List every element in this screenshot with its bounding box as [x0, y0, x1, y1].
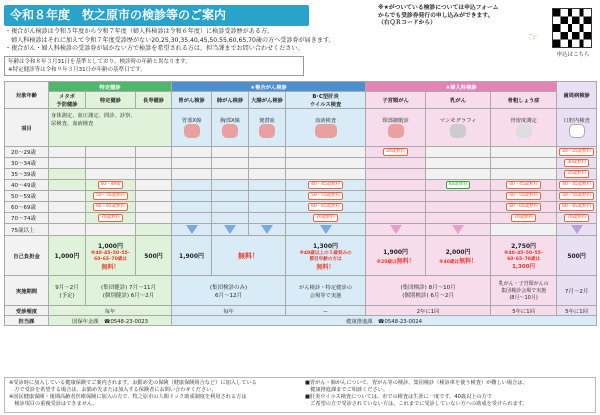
stomach-item — [172, 109, 212, 147]
period-tokutei: (集団健診) 7月〜11月 (個別健診) 6月〜2月 — [86, 276, 172, 306]
hepatitis-header: B･C型肝炎 ウイルス検査 — [286, 92, 366, 109]
free-badge: 20・25歳無料 — [559, 148, 594, 156]
cost-label: 自己負担金 — [5, 236, 49, 276]
stomach-item-text: 胃部X線 — [181, 117, 202, 124]
footer-left-2: 方で受診を希望する場合は、お勤め先または加入する保険者にお問い合わせください。 — [9, 387, 217, 393]
tokutei-40 — [86, 180, 136, 191]
cost-dental: 500円 — [557, 236, 597, 276]
cost-cervical-price: 1,900円 — [383, 248, 409, 256]
free-badge: 30歳無料 — [564, 159, 589, 167]
footer-right-3: ■肝炎ウイルス検査については、市での検査は生涯に一度です。40歳以上の方で — [305, 394, 493, 400]
cost-bone-reduced: 1,300円 — [512, 264, 536, 270]
online-note-3: （右ＱＲコードから） — [378, 20, 436, 27]
freq-bone: 5年に1回 — [491, 306, 557, 316]
fukugo-group-header: ★複合がん検診 — [172, 82, 366, 92]
cost-metabo: 1,000円 — [49, 236, 86, 276]
down-arrow-icon — [452, 225, 464, 234]
stomach-header: 胃がん検診 — [172, 92, 212, 109]
cost-stomach: 1,900円 — [172, 236, 212, 276]
cost-cervical-note: ※20歳は — [376, 259, 397, 265]
bone-60 — [491, 202, 557, 213]
top-note-2: 婦人科検診はそれに加えて令和７年度受診歴がない20,25,30,35,40,45,50,55,60,65,70歳の方へ受診券が届きます。 — [5, 36, 335, 44]
age-row-40: 40〜49歳 — [5, 180, 49, 191]
bone-50 — [491, 191, 557, 202]
cervical-20 — [366, 147, 426, 158]
bone-70 — [491, 213, 557, 224]
cost-breast-free: 無料！ — [459, 257, 478, 265]
free-badge: 20歳無料 — [383, 148, 408, 156]
period-metabo: 9月〜2月 (予定) — [49, 276, 86, 306]
free-badge: 40・45歳無料 — [308, 181, 343, 189]
tokutei-items: 身体測定、血圧測定、問診、診察、 尿検査、血液検査 — [49, 109, 172, 147]
cervical-item — [366, 109, 426, 147]
cost-cervical-free: 無料！ — [396, 257, 415, 265]
freq-dental: 5年に1回 — [557, 306, 597, 316]
dental-50 — [557, 191, 597, 202]
screening-table — [4, 81, 597, 326]
contact-label: 担当課 — [5, 316, 49, 326]
footer-left-4: 検診項目の重複受診はできません。 — [9, 401, 98, 407]
freq-hep: ー — [286, 306, 366, 316]
free-badge: 40・45歳無料 — [506, 181, 541, 189]
colon-icon — [259, 124, 275, 138]
hepatitis-item-text: 血液検査 — [314, 117, 337, 124]
bone-icon — [516, 124, 532, 138]
down-arrow-icon — [320, 225, 332, 234]
age-row-60: 60〜69歳 — [5, 202, 49, 213]
qr-label: 申込はこちら — [556, 52, 590, 58]
cost-breast-note: ※40歳は — [439, 259, 460, 265]
cost-hep-free: 無料！ — [316, 263, 335, 271]
footer-left-3: ※国民健康保険・後期高齢者医療保険に加入の方で、牧之原市の人間ドック助成制度を利用される方は — [9, 394, 247, 400]
mammography-icon — [450, 124, 466, 138]
lung-header: 肺がん検診 — [212, 92, 249, 109]
breast-item-text: マンモグラフィ — [439, 117, 477, 124]
free-badge: 60・65歳無料 — [506, 203, 541, 211]
period-fukugo: (集団検診のみ) 6月〜12月 — [172, 276, 286, 306]
period-label: 実施期間 — [5, 276, 49, 306]
top-note-3: ・複合がん・婦人科検診の受診券が届かない方で検診を希望される方は、担当課までお問い合わせください。 — [5, 45, 304, 53]
item-label: 項目 — [5, 109, 49, 147]
age-row-20: 20〜29歳 — [5, 147, 49, 158]
dental-60 — [557, 202, 597, 213]
cervical-item-text: 頸部細胞診 — [382, 117, 409, 124]
dental-40 — [557, 180, 597, 191]
fujin-group-header: ★婦人科検診 — [366, 82, 557, 92]
tokutei-70 — [86, 213, 136, 224]
age-basis-note — [4, 56, 304, 76]
freq-fukugo: 毎年 — [172, 306, 286, 316]
age-row-75: 75歳以上 — [5, 224, 49, 236]
colon-item — [249, 109, 286, 147]
free-badge: 60・65歳無料 — [308, 203, 343, 211]
age-note-2: ※特定健診等は令和９年３月31日が年齢の基準日です。 — [8, 67, 146, 73]
dental-20 — [557, 147, 597, 158]
colon-header: 大腸がん検診 — [249, 92, 286, 109]
cost-breast — [426, 236, 491, 276]
hep-50 — [286, 191, 366, 202]
tokutei-header: 特定健診 — [86, 92, 136, 109]
down-arrow-icon — [571, 225, 583, 234]
down-arrow-icon — [186, 225, 198, 234]
breast-header: 乳がん — [426, 92, 491, 109]
cost-hep — [286, 236, 366, 276]
cost-tokutei-price: 1,000円 — [98, 242, 123, 250]
cost-fukugo-free: 無料！ — [212, 236, 286, 276]
qr-code[interactable] — [552, 8, 592, 48]
page-title: 令和８年度 牧之原市の検診等のご案内 — [4, 5, 309, 26]
footer-left-1: ※受診時に加入している健康保険でご案内されます。お勤め先の保険（健康保険組合など）に加入している — [9, 380, 257, 386]
cost-bone-price: 2,750円 — [511, 243, 537, 250]
freq-fujin: 2年に1回 — [366, 306, 491, 316]
footer-right-2: 健康推進課までご相談ください。 — [305, 387, 389, 393]
breast-item — [426, 109, 491, 147]
cost-tokutei — [86, 236, 136, 276]
hep-60 — [286, 202, 366, 213]
cost-breast-price: 2,000円 — [445, 248, 471, 256]
dental-item — [557, 109, 597, 147]
contact-kenko: 健康推進課 ☎0548-23-0024 — [172, 316, 597, 326]
free-badge: 70歳無料 — [98, 214, 123, 222]
pointing-hand-icon: ☞ — [528, 30, 539, 44]
lung-item — [212, 109, 249, 147]
bone-item — [491, 109, 557, 147]
dental-70 — [557, 213, 597, 224]
cost-choju: 500円 — [136, 236, 172, 276]
down-arrow-icon — [261, 225, 273, 234]
age-row-70: 70〜74歳 — [5, 213, 49, 224]
bone-item-text: 骨密度測定 — [510, 117, 537, 124]
free-badge: 60・65歳無料 — [559, 203, 594, 211]
footer-right-1: ■胃がん・肺がんについて、胃がん等の検診、集団検診（検診車を使う検査）が難しい場合は、 — [305, 380, 528, 386]
top-note-1: ・複合がん検診は令和５年度から令和７年度（婦人科検診は令和６年度）に検診受診歴がある方、 — [5, 28, 274, 35]
bone-40 — [491, 180, 557, 191]
free-badge: 50・55歳無料 — [308, 192, 343, 200]
free-badge: 50・55歳無料 — [559, 192, 594, 200]
cost-bone-note: ※40･45･50･55･ 60･65･70歳は — [503, 251, 544, 262]
free-badge: 40・45歳無料 — [559, 181, 594, 189]
period-bone: 乳がん・子宮頸がんの 集団検診会場で実施 (8月〜10月) — [491, 276, 557, 306]
free-badge: 50・55歳無料 — [506, 192, 541, 200]
top-notes — [5, 28, 375, 54]
contact-kokuho: 国保年金課 ☎0548-23-0023 — [49, 316, 172, 326]
free-badge: 35歳無料 — [564, 170, 589, 178]
tokutei-50 — [86, 191, 136, 202]
hep-40 — [286, 180, 366, 191]
online-form-note — [378, 5, 542, 28]
cost-hep-note: ※40歳以上の５歳刻みの 節目年齢の方は — [299, 250, 352, 262]
age-row-50: 50〜59歳 — [5, 191, 49, 202]
period-fujin: (集団検診) 8月〜10月 (個別検診) 6月〜2月 — [366, 276, 491, 306]
freq-tokutei: 毎年 — [49, 306, 172, 316]
down-arrow-icon — [390, 225, 402, 234]
age-badge: 40～49歳 — [98, 181, 124, 189]
cervical-header: 子宮頸がん — [366, 92, 426, 109]
free-badge: 70歳無料 — [564, 214, 589, 222]
cost-tokutei-note: ※40･45･50･55･ 60･65･70歳は — [90, 250, 131, 262]
cost-cervical — [366, 236, 426, 276]
footer-right-4: ご希望の方で受診されていない方は、これまでに受診していない方への助成を受けられます。 — [305, 401, 528, 407]
freq-label: 受診頻度 — [5, 306, 49, 316]
dental-header: 歯周病検診 — [557, 82, 597, 109]
cost-tokutei-free: 無料！ — [101, 263, 120, 271]
age-row-30: 30〜34歳 — [5, 158, 49, 169]
choju-header: 長寿健診 — [136, 92, 172, 109]
dental-item-text: 口腔内検査 — [563, 117, 590, 124]
liver-icon — [315, 124, 337, 138]
colon-item-text: 便潜血 — [259, 117, 275, 124]
period-hep: がん検診・特定健診の 会場等で実施 — [286, 276, 366, 306]
tokutei-60 — [86, 202, 136, 213]
free-badge: 70歳無料 — [313, 214, 338, 222]
down-arrow-icon — [224, 225, 236, 234]
lung-item-text: 胸部X線 — [220, 117, 240, 124]
online-note-1: ※★がついている検診については申込フォーム — [378, 5, 499, 11]
free-badge: 70歳無料 — [511, 214, 536, 222]
footer-notes — [4, 377, 596, 413]
col-age-header: 対象年齢 — [5, 82, 49, 109]
hepatitis-item — [286, 109, 366, 147]
lung-icon — [222, 124, 238, 138]
breast-40 — [426, 180, 491, 191]
free-badge: 40歳無料 — [446, 181, 471, 189]
cost-hep-price: 1,300円 — [313, 242, 339, 250]
age-row-35: 35〜39歳 — [5, 169, 49, 180]
online-note-2: からでも受診券発行の申し込みができます。 — [378, 12, 494, 19]
hep-70 — [286, 213, 366, 224]
age-note-1: 年齢は令和８年３月31日を基準としており、検診時の年齢と異なります。 — [8, 59, 191, 65]
dental-30 — [557, 158, 597, 169]
dental-35 — [557, 169, 597, 180]
uterus-icon — [388, 124, 404, 138]
cost-bone — [491, 236, 557, 276]
free-badge: 50・55歳無料 — [93, 192, 128, 200]
metabo-header: メタボ 予防健診 — [49, 92, 86, 109]
stomach-icon — [184, 124, 200, 138]
tooth-icon — [569, 124, 585, 138]
period-dental: 7月〜2月 — [557, 276, 597, 306]
tokutei-group-header: 特定健診 — [49, 82, 172, 92]
free-badge: 60・65歳無料 — [93, 203, 128, 211]
bone-header: 骨粗しょう症 — [491, 92, 557, 109]
